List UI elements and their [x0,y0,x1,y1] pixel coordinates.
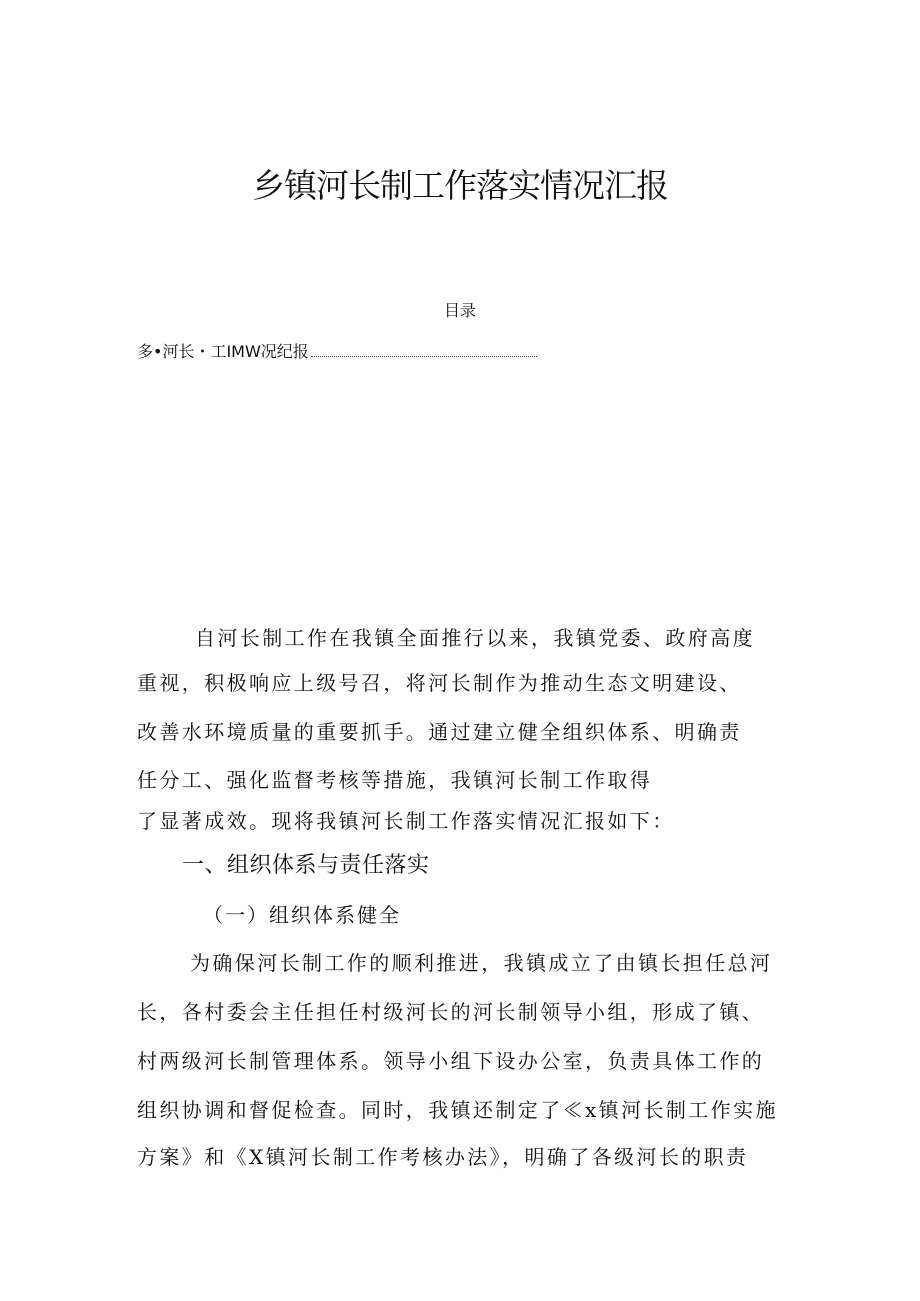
toc-dot-leader [311,342,537,357]
subsection-line-4: 组织协调和督促检查。同时，我镇还制定了≪x镇河长制工作实施 [137,1098,778,1122]
intro-line-4: 任分工、强化监督考核等措施，我镇河长制工作取得 [137,768,653,792]
subsection-line-5: 方案》和《X镇河长制工作考核办法》，明确了各级河长的职责 [137,1145,749,1169]
subsection-line-3: 村两级河长制管理体系。领导小组下设办公室，负责具体工作的 [137,1049,765,1073]
intro-line-2: 重视，积极响应上级号召，将河长制作为推动生态文明建设、 [137,671,742,695]
intro-line-3: 改善水环境质量的重要抓手。通过建立健全组织体系、明确责 [137,720,742,744]
intro-line-5: 了显著成效。现将我镇河长制工作落实情况汇报如下： [137,809,675,833]
subsection-line-1: 为确保河长制工作的顺利推进，我镇成立了由镇长担任总河 [190,951,773,975]
toc-entry[interactable] [137,339,537,362]
subsection-line-2: 长，各村委会主任担任村级河长的河长制领导小组，形成了镇、 [137,1000,765,1024]
toc-heading: 目录 [443,301,476,320]
subsection-heading: （一）组织体系健全 [203,903,401,927]
section-heading: 一、组织体系与责任落实 [182,853,430,878]
intro-line-1: 自河长制工作在我镇全面推行以来，我镇党委、政府高度 [195,626,755,650]
toc-entry-label: 多•河长・工IMW况纪报 [137,342,309,361]
document-title: 乡镇河长制工作落实情况汇报 [252,166,668,205]
